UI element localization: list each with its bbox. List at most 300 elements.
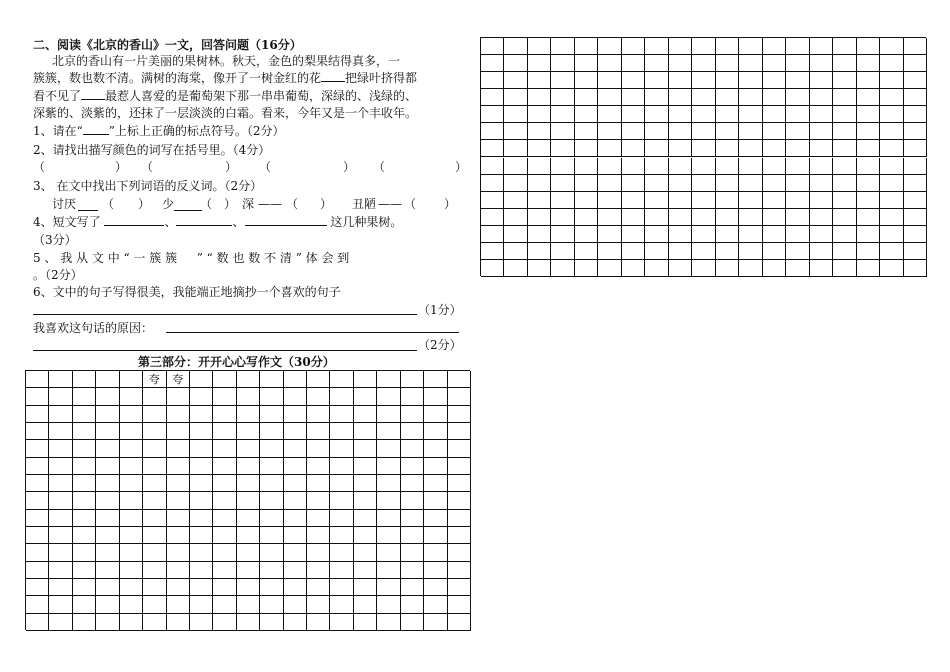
grid-cell[interactable] [284,423,307,440]
grid-cell[interactable] [528,260,551,277]
grid-cell[interactable] [143,596,166,613]
grid-cell[interactable] [786,123,809,140]
grid-cell[interactable] [260,406,283,423]
grid-cell[interactable] [857,72,880,89]
grid-cell[interactable] [401,423,424,440]
grid-cell[interactable] [880,106,903,123]
grid-cell[interactable] [354,510,377,527]
grid-cell[interactable] [73,423,96,440]
grid-cell[interactable] [528,175,551,192]
grid-cell[interactable] [237,596,260,613]
grid-cell[interactable] [622,38,645,55]
grid-cell[interactable] [49,579,72,596]
grid-cell[interactable] [49,423,72,440]
grid-cell[interactable] [880,243,903,260]
grid-cell[interactable] [504,192,527,209]
grid-cell[interactable] [260,510,283,527]
grid-cell[interactable] [190,614,213,631]
grid-cell[interactable] [73,458,96,475]
grid-cell[interactable] [669,55,692,72]
grid-cell[interactable] [575,38,598,55]
grid-cell[interactable] [190,388,213,405]
grid-cell[interactable] [481,89,504,106]
grid-cell-text[interactable]: 夸 [143,371,166,388]
grid-cell[interactable] [284,371,307,388]
grid-cell[interactable] [528,55,551,72]
grid-cell[interactable] [645,158,668,175]
grid-cell[interactable] [401,371,424,388]
grid-cell[interactable] [167,423,190,440]
grid-cell[interactable] [763,89,786,106]
grid-cell[interactable] [167,440,190,457]
grid-cell[interactable] [880,72,903,89]
grid-cell[interactable] [354,475,377,492]
grid-cell[interactable] [73,440,96,457]
grid-cell[interactable] [575,72,598,89]
grid-cell[interactable] [354,614,377,631]
grid-cell[interactable] [213,510,236,527]
grid-cell[interactable] [551,89,574,106]
grid-cell[interactable] [73,596,96,613]
grid-cell[interactable] [307,388,330,405]
grid-cell[interactable] [377,440,400,457]
grid-cell[interactable] [284,579,307,596]
grid-cell[interactable] [167,475,190,492]
grid-cell[interactable] [551,140,574,157]
grid-cell[interactable] [904,106,927,123]
grid-cell[interactable] [96,562,119,579]
grid-cell[interactable] [716,209,739,226]
grid-cell[interactable] [716,72,739,89]
grid-cell[interactable] [120,440,143,457]
grid-cell[interactable] [143,440,166,457]
grid-cell[interactable] [622,55,645,72]
grid-cell[interactable] [49,475,72,492]
grid-cell[interactable] [551,158,574,175]
grid-cell[interactable] [377,596,400,613]
grid-cell[interactable] [26,406,49,423]
blank-q1[interactable] [83,123,109,135]
grid-cell[interactable] [763,140,786,157]
grid-cell[interactable] [857,175,880,192]
grid-cell[interactable] [786,192,809,209]
grid-cell[interactable] [645,89,668,106]
grid-cell[interactable] [716,106,739,123]
grid-cell[interactable] [354,527,377,544]
grid-cell[interactable] [120,371,143,388]
grid-cell[interactable] [213,458,236,475]
grid-cell[interactable] [330,458,353,475]
grid-cell[interactable] [575,158,598,175]
grid-cell[interactable] [598,192,621,209]
grid-cell[interactable] [692,243,715,260]
grid-cell[interactable] [833,175,856,192]
grid-cell[interactable] [424,492,447,509]
grid-cell[interactable] [622,123,645,140]
grid-cell[interactable] [645,209,668,226]
grid-cell[interactable] [213,527,236,544]
grid-cell[interactable] [307,458,330,475]
grid-cell[interactable] [284,475,307,492]
grid-cell[interactable] [448,527,471,544]
grid-cell[interactable] [448,423,471,440]
grid-cell[interactable] [96,579,119,596]
grid-cell[interactable] [622,158,645,175]
grid-cell[interactable] [716,38,739,55]
grid-cell[interactable] [73,579,96,596]
grid-cell[interactable] [213,614,236,631]
grid-cell[interactable] [448,614,471,631]
grid-cell[interactable] [307,562,330,579]
grid-cell[interactable] [307,371,330,388]
grid-cell[interactable] [739,55,762,72]
grid-cell[interactable] [401,527,424,544]
grid-cell[interactable] [377,510,400,527]
grid-cell[interactable] [401,614,424,631]
grid-cell[interactable] [763,38,786,55]
grid-cell[interactable] [190,527,213,544]
grid-cell[interactable] [377,475,400,492]
grid-cell[interactable] [786,38,809,55]
grid-cell[interactable] [904,72,927,89]
grid-cell[interactable] [401,544,424,561]
grid-cell[interactable] [551,55,574,72]
grid-cell[interactable] [904,260,927,277]
grid-cell[interactable] [330,371,353,388]
grid-cell[interactable] [504,38,527,55]
grid-cell[interactable] [786,55,809,72]
grid-cell[interactable] [739,209,762,226]
grid-cell[interactable] [120,527,143,544]
answer-line-reason-2[interactable] [33,350,417,351]
grid-cell[interactable] [49,544,72,561]
grid-cell[interactable] [190,596,213,613]
grid-cell[interactable] [448,440,471,457]
grid-cell[interactable] [551,260,574,277]
grid-cell[interactable] [669,106,692,123]
grid-cell[interactable] [354,388,377,405]
grid-cell[interactable] [551,175,574,192]
grid-cell[interactable] [49,440,72,457]
grid-cell[interactable] [143,492,166,509]
grid-cell[interactable] [26,440,49,457]
grid-cell[interactable] [669,192,692,209]
grid-cell[interactable] [284,614,307,631]
grid-cell[interactable] [880,175,903,192]
grid-cell[interactable] [190,458,213,475]
grid-cell[interactable] [575,243,598,260]
grid-cell[interactable] [96,614,119,631]
grid-cell[interactable] [528,38,551,55]
grid-cell[interactable] [143,475,166,492]
grid-cell[interactable] [598,106,621,123]
grid-cell[interactable] [716,260,739,277]
grid-cell[interactable] [669,158,692,175]
grid-cell[interactable] [669,260,692,277]
grid-cell-text[interactable]: 夸 [167,371,190,388]
grid-cell[interactable] [424,388,447,405]
grid-cell[interactable] [213,406,236,423]
grid-cell[interactable] [857,158,880,175]
grid-cell[interactable] [284,440,307,457]
grid-cell[interactable] [260,527,283,544]
grid-cell[interactable] [424,458,447,475]
grid-cell[interactable] [504,158,527,175]
blank-q4-3[interactable] [245,214,327,226]
grid-cell[interactable] [833,226,856,243]
grid-cell[interactable] [810,226,833,243]
grid-cell[interactable] [763,175,786,192]
grid-cell[interactable] [167,544,190,561]
grid-cell[interactable] [96,388,119,405]
grid-cell[interactable] [504,226,527,243]
grid-cell[interactable] [833,55,856,72]
grid-cell[interactable] [377,423,400,440]
grid-cell[interactable] [575,226,598,243]
grid-cell[interactable] [857,209,880,226]
grid-cell[interactable] [810,106,833,123]
grid-cell[interactable] [528,123,551,140]
grid-cell[interactable] [213,475,236,492]
grid-cell[interactable] [330,475,353,492]
grid-cell[interactable] [73,406,96,423]
grid-cell[interactable] [260,423,283,440]
grid-cell[interactable] [551,106,574,123]
grid-cell[interactable] [692,140,715,157]
grid-cell[interactable] [692,55,715,72]
grid-cell[interactable] [575,55,598,72]
grid-cell[interactable] [448,544,471,561]
grid-cell[interactable] [833,89,856,106]
grid-cell[interactable] [330,423,353,440]
grid-cell[interactable] [763,123,786,140]
grid-cell[interactable] [260,475,283,492]
grid-cell[interactable] [739,106,762,123]
grid-cell[interactable] [424,579,447,596]
grid-cell[interactable] [622,243,645,260]
grid-cell[interactable] [377,406,400,423]
grid-cell[interactable] [49,614,72,631]
grid-cell[interactable] [810,140,833,157]
grid-cell[interactable] [330,596,353,613]
grid-cell[interactable] [354,579,377,596]
grid-cell[interactable] [96,440,119,457]
grid-cell[interactable] [190,371,213,388]
grid-cell[interactable] [716,243,739,260]
grid-cell[interactable] [692,89,715,106]
grid-cell[interactable] [237,440,260,457]
grid-cell[interactable] [645,38,668,55]
grid-cell[interactable] [377,371,400,388]
grid-cell[interactable] [810,123,833,140]
grid-cell[interactable] [857,89,880,106]
grid-cell[interactable] [551,209,574,226]
grid-cell[interactable] [354,492,377,509]
grid-cell[interactable] [213,492,236,509]
grid-cell[interactable] [504,140,527,157]
composition-writing-grid[interactable] [25,370,470,630]
grid-cell[interactable] [120,388,143,405]
grid-cell[interactable] [330,388,353,405]
grid-cell[interactable] [857,140,880,157]
grid-cell[interactable] [26,544,49,561]
grid-cell[interactable] [622,89,645,106]
grid-cell[interactable] [330,406,353,423]
grid-cell[interactable] [96,371,119,388]
grid-cell[interactable] [739,123,762,140]
grid-cell[interactable] [692,226,715,243]
grid-cell[interactable] [880,209,903,226]
grid-cell[interactable] [401,562,424,579]
grid-cell[interactable] [237,371,260,388]
grid-cell[interactable] [716,55,739,72]
grid-cell[interactable] [880,140,903,157]
grid-cell[interactable] [598,175,621,192]
grid-cell[interactable] [260,614,283,631]
grid-cell[interactable] [880,89,903,106]
grid-cell[interactable] [284,458,307,475]
grid-cell[interactable] [73,614,96,631]
grid-cell[interactable] [481,140,504,157]
grid-cell[interactable] [622,209,645,226]
grid-cell[interactable] [739,260,762,277]
grid-cell[interactable] [739,158,762,175]
grid-cell[interactable] [73,492,96,509]
grid-cell[interactable] [481,72,504,89]
grid-cell[interactable] [810,38,833,55]
grid-cell[interactable] [73,527,96,544]
grid-cell[interactable] [237,475,260,492]
grid-cell[interactable] [49,562,72,579]
grid-cell[interactable] [598,209,621,226]
grid-cell[interactable] [904,123,927,140]
grid-cell[interactable] [645,72,668,89]
grid-cell[interactable] [143,562,166,579]
grid-cell[interactable] [716,192,739,209]
grid-cell[interactable] [904,55,927,72]
grid-cell[interactable] [481,123,504,140]
grid-cell[interactable] [260,388,283,405]
grid-cell[interactable] [213,440,236,457]
grid-cell[interactable] [739,140,762,157]
grid-cell[interactable] [481,55,504,72]
grid-cell[interactable] [575,175,598,192]
grid-cell[interactable] [143,527,166,544]
grid-cell[interactable] [645,192,668,209]
grid-cell[interactable] [504,175,527,192]
grid-cell[interactable] [692,192,715,209]
blank-q4-2[interactable] [176,214,232,226]
grid-cell[interactable] [575,106,598,123]
grid-cell[interactable] [598,243,621,260]
grid-cell[interactable] [190,492,213,509]
answer-line-q6[interactable] [33,314,417,315]
grid-cell[interactable] [763,243,786,260]
grid-cell[interactable] [307,579,330,596]
grid-cell[interactable] [692,123,715,140]
grid-cell[interactable] [786,140,809,157]
grid-cell[interactable] [307,527,330,544]
grid-cell[interactable] [237,562,260,579]
grid-cell[interactable] [49,458,72,475]
grid-cell[interactable] [237,423,260,440]
grid-cell[interactable] [481,175,504,192]
grid-cell[interactable] [575,260,598,277]
grid-cell[interactable] [26,614,49,631]
grid-cell[interactable] [833,123,856,140]
grid-cell[interactable] [49,510,72,527]
grid-cell[interactable] [763,72,786,89]
grid-cell[interactable] [551,38,574,55]
grid-cell[interactable] [120,406,143,423]
grid-cell[interactable] [260,562,283,579]
grid-cell[interactable] [167,562,190,579]
grid-cell[interactable] [598,123,621,140]
grid-cell[interactable] [260,440,283,457]
grid-cell[interactable] [237,406,260,423]
grid-cell[interactable] [377,458,400,475]
grid-cell[interactable] [504,106,527,123]
grid-cell[interactable] [692,158,715,175]
grid-cell[interactable] [260,596,283,613]
grid-cell[interactable] [645,140,668,157]
grid-cell[interactable] [833,72,856,89]
grid-cell[interactable] [716,140,739,157]
grid-cell[interactable] [598,260,621,277]
grid-cell[interactable] [284,562,307,579]
grid-cell[interactable] [448,475,471,492]
grid-cell[interactable] [880,123,903,140]
grid-cell[interactable] [763,226,786,243]
grid-cell[interactable] [880,55,903,72]
grid-cell[interactable] [96,510,119,527]
grid-cell[interactable] [504,260,527,277]
grid-cell[interactable] [739,226,762,243]
grid-cell[interactable] [504,89,527,106]
grid-cell[interactable] [190,475,213,492]
grid-cell[interactable] [786,72,809,89]
grid-cell[interactable] [96,406,119,423]
grid-cell[interactable] [833,158,856,175]
grid-cell[interactable] [669,140,692,157]
grid-cell[interactable] [739,175,762,192]
grid-cell[interactable] [190,440,213,457]
grid-cell[interactable] [143,423,166,440]
grid-cell[interactable] [598,72,621,89]
grid-cell[interactable] [833,243,856,260]
grid-cell[interactable] [669,72,692,89]
grid-cell[interactable] [354,458,377,475]
grid-cell[interactable] [377,492,400,509]
grid-cell[interactable] [26,492,49,509]
grid-cell[interactable] [424,596,447,613]
grid-cell[interactable] [26,475,49,492]
grid-cell[interactable] [481,209,504,226]
grid-cell[interactable] [284,510,307,527]
grid-cell[interactable] [551,72,574,89]
grid-cell[interactable] [786,106,809,123]
grid-cell[interactable] [763,260,786,277]
grid-cell[interactable] [213,579,236,596]
grid-cell[interactable] [73,371,96,388]
grid-cell[interactable] [120,475,143,492]
grid-cell[interactable] [167,492,190,509]
grid-cell[interactable] [213,596,236,613]
grid-cell[interactable] [448,388,471,405]
grid-cell[interactable] [448,510,471,527]
grid-cell[interactable] [120,510,143,527]
grid-cell[interactable] [504,209,527,226]
